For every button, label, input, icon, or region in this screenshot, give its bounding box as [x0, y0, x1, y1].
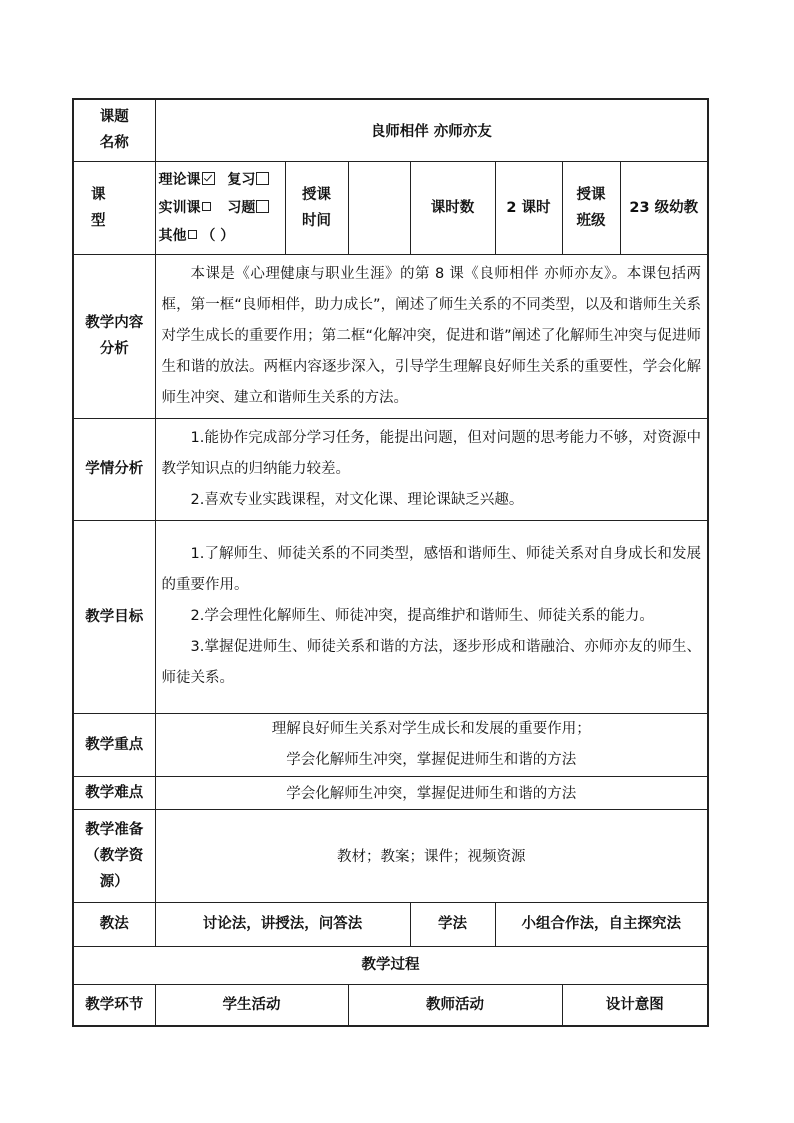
- preparation-row: [73, 809, 708, 902]
- key-points-text: [155, 713, 708, 776]
- type-other-blank: （ ）: [201, 227, 235, 244]
- time-value-cell: [348, 161, 410, 254]
- practice-checkbox[interactable]: [202, 202, 211, 211]
- title-label-line-2: 名称: [99, 135, 129, 152]
- other-checkbox[interactable]: [188, 230, 197, 239]
- content-paragraph: 本课是《心理健康与职业生涯》的第 8 课《良师相伴 亦师亦友》。本课包括两框，第一框“良师相伴，助力成长”，阐述了师生关系的不同类型，以及和谐师生关系对学生成长的重要作用；第二框“化解冲突，促进和谐”阐述了化解师生冲突与促进师生和谐的放法。两框内容逐步深入，引导学生理解良好师生关系的重要性，学会化解师生冲突、建立和谐师生关系的方法。: [161, 265, 702, 406]
- process-header-teacher: 教师活动: [348, 984, 562, 1026]
- goal-item-2: 2.学会理性化解师生、师徒冲突，提高维护和谐师生、师徒关系的能力。: [190, 608, 654, 624]
- class-label-line-2: 班级: [576, 212, 606, 229]
- prep-label-line-2: （教学资: [85, 847, 144, 864]
- course-info-row: [73, 161, 708, 254]
- difficulty-row: [73, 776, 708, 809]
- type-exercise-label: 习题: [227, 199, 256, 216]
- hours-label: 课时数: [410, 161, 495, 254]
- student-item-1: 1.能协作完成部分学习任务，能提出问题，但对问题的思考能力不够，对资源中教学知识点的归纳能力较差。: [161, 429, 702, 477]
- goal-item-3: 3.掌握促进师生、师徒关系和谐的方法，逐步形成和谐融洽、亦师亦友的师生、师徒关系。: [161, 639, 702, 686]
- method-text: 讨论法，讲授法，问答法: [155, 902, 410, 946]
- process-title: 教学过程: [73, 946, 708, 984]
- prep-label-cell: [73, 809, 155, 902]
- content-label-cell: [73, 254, 155, 418]
- prep-text: 教材；教案；课件；视频资源: [155, 809, 708, 902]
- content-analysis-row: [73, 254, 708, 418]
- time-label-cell: [285, 161, 348, 254]
- process-title-row: [73, 946, 708, 984]
- goal-item-1: 1.了解师生、师徒关系的不同类型，感悟和谐师生、师徒关系对自身成长和发展的重要作用。: [161, 546, 702, 593]
- process-header-intent: 设计意图: [562, 984, 708, 1026]
- difficulty-text: 学会化解师生冲突，掌握促进师生和谐的方法: [155, 776, 708, 809]
- prep-label-line-3: 源）: [99, 873, 129, 890]
- exercise-checkbox[interactable]: [256, 200, 269, 213]
- key-points-row: [73, 713, 708, 776]
- lesson-title: 良师相伴 亦师亦友: [155, 99, 708, 161]
- process-header-student: 学生活动: [155, 984, 348, 1026]
- class-value: 23 级幼教: [620, 161, 708, 254]
- difficulty-label: 教学难点: [73, 776, 155, 809]
- goals-label: 教学目标: [73, 520, 155, 713]
- type-label-cell: [73, 161, 155, 254]
- class-label-cell: [562, 161, 620, 254]
- student-item-2: 2.喜欢专业实践课程，对文化课、理论课缺乏兴趣。: [190, 491, 524, 508]
- title-row: [73, 99, 708, 161]
- process-header-row: [73, 984, 708, 1026]
- hours-value: 2 课时: [495, 161, 562, 254]
- key-item-2: 学会化解师生冲突，掌握促进师生和谐的方法: [286, 751, 577, 768]
- process-header-stage: 教学环节: [73, 984, 155, 1026]
- type-options-cell: [155, 161, 285, 254]
- time-label-line-1: 授课: [302, 186, 331, 203]
- goals-row: [73, 520, 708, 713]
- learn-text: 小组合作法，自主探究法: [495, 902, 708, 946]
- key-label: 教学重点: [73, 713, 155, 776]
- student-analysis-text: [155, 418, 708, 520]
- time-label-line-2: 时间: [302, 212, 331, 229]
- type-review-label: 复习: [227, 171, 256, 188]
- type-other-label: 其他: [158, 227, 187, 244]
- theory-checkbox[interactable]: [202, 172, 215, 185]
- methods-row: [73, 902, 708, 946]
- goals-text: [155, 520, 708, 713]
- class-label-line-1: 授课: [576, 186, 606, 203]
- content-label-line-1: 教学内容: [85, 315, 144, 331]
- prep-label-line-1: 教学准备: [85, 821, 144, 838]
- title-label-cell: [73, 99, 155, 161]
- type-label: 课 型: [91, 186, 138, 229]
- type-practice-label: 实训课: [158, 199, 201, 216]
- method-label: 教法: [73, 902, 155, 946]
- lesson-plan-table: [72, 98, 709, 1027]
- type-theory-label: 理论课: [158, 171, 201, 188]
- content-analysis-text: [155, 254, 708, 418]
- student-analysis-row: [73, 418, 708, 520]
- key-item-1: 理解良好师生关系对学生成长和发展的重要作用；: [271, 720, 591, 737]
- content-label-line-2: 分析: [99, 341, 129, 357]
- review-checkbox[interactable]: [256, 172, 269, 185]
- learn-label: 学法: [410, 902, 495, 946]
- student-label: 学情分析: [73, 418, 155, 520]
- title-label-line-1: 课题: [99, 109, 129, 126]
